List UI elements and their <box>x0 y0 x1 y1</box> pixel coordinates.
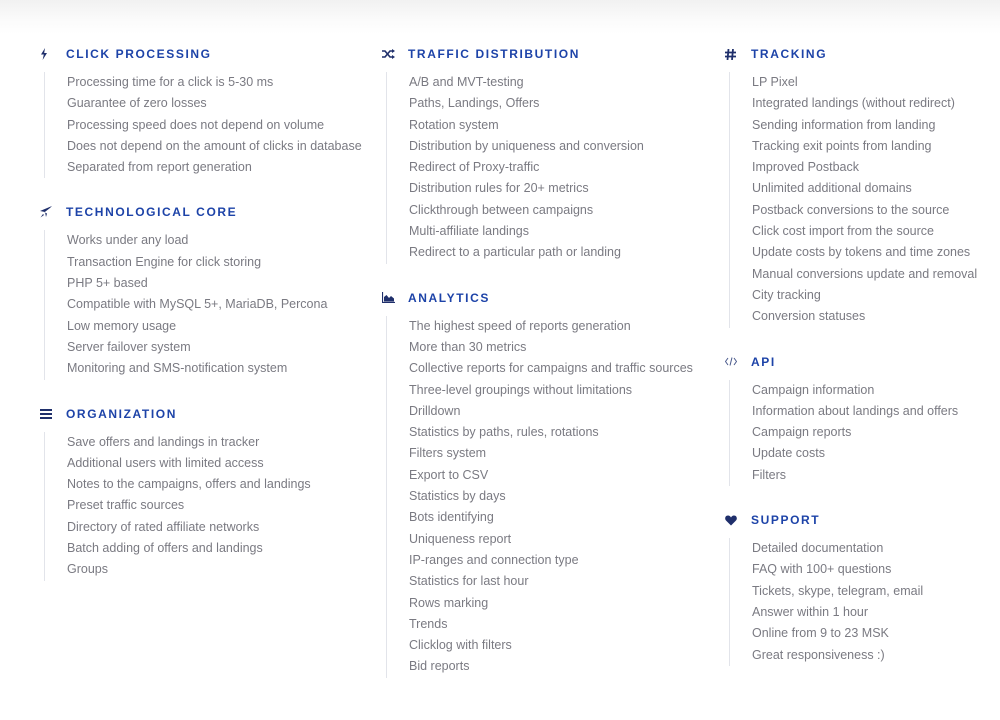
features-column-1 <box>40 44 370 605</box>
list-item: Distribution by uniqueness and conversion <box>409 138 644 153</box>
list-item: Notes to the campaigns, offers and landings <box>67 477 311 492</box>
rocket-icon <box>40 202 66 222</box>
list-item: Postback conversions to the source <box>752 202 950 217</box>
list-item: Paths, Landings, Offers <box>409 96 540 111</box>
list-item: Clickthrough between campaigns <box>409 202 594 217</box>
list-item: Distribution rules for 20+ metrics <box>409 181 589 196</box>
list-item: Bid reports <box>409 659 470 674</box>
section-title: TRAFFIC DISTRIBUTION <box>408 47 580 61</box>
list-item: Rotation system <box>409 117 499 132</box>
list-item: Campaign reports <box>752 425 852 440</box>
list-item: Preset traffic sources <box>67 498 185 513</box>
section-header <box>40 404 370 424</box>
list-item: Update costs by tokens and time zones <box>752 245 971 260</box>
section-technological-core <box>40 202 370 379</box>
list-item: More than 30 metrics <box>409 339 527 354</box>
list-item: Detailed documentation <box>752 541 884 556</box>
section-header <box>725 44 1000 64</box>
section-organization <box>40 404 370 581</box>
feature-list <box>386 72 712 264</box>
list-item: Statistics by days <box>409 489 506 504</box>
list-item: Unlimited additional domains <box>752 181 912 196</box>
list-icon <box>40 404 66 424</box>
list-item: Manual conversions update and removal <box>752 266 978 281</box>
list-item: Multi-affiliate landings <box>409 224 529 239</box>
section-header <box>725 352 1000 372</box>
list-item: Server failover system <box>67 339 191 354</box>
list-item: City tracking <box>752 287 821 302</box>
section-header <box>725 510 1000 530</box>
list-item: Collective reports for campaigns and traffic sources <box>409 361 693 376</box>
list-item: Does not depend on the amount of clicks in database <box>67 138 362 153</box>
feature-list <box>729 380 1000 486</box>
list-item: Filters system <box>409 446 487 461</box>
feature-list <box>386 316 712 678</box>
list-item: Export to CSV <box>409 467 489 482</box>
list-item: Rows marking <box>409 595 489 610</box>
list-item: Uniqueness report <box>409 531 512 546</box>
list-item: Separated from report generation <box>67 160 252 175</box>
list-item: Three-level groupings without limitations <box>409 382 633 397</box>
list-item: PHP 5+ based <box>67 276 148 291</box>
section-title: API <box>751 354 776 369</box>
section-tracking <box>725 44 1000 328</box>
list-item: Monitoring and SMS-notification system <box>67 361 288 376</box>
list-item: Improved Postback <box>752 160 859 175</box>
list-item: IP-ranges and connection type <box>409 552 579 567</box>
section-title: TECHNOLOGICAL CORE <box>66 205 238 220</box>
list-item: Directory of rated affiliate networks <box>67 519 260 534</box>
list-item: LP Pixel <box>752 75 798 89</box>
list-item: Sending information from landing <box>752 117 936 132</box>
list-item: Tickets, skype, telegram, email <box>752 583 924 598</box>
list-item: Processing time for a click is 5-30 ms <box>67 75 274 89</box>
list-item: Additional users with limited access <box>67 455 264 470</box>
section-title: CLICK PROCESSING <box>66 47 212 61</box>
feature-list <box>44 72 370 178</box>
list-item: Statistics for last hour <box>409 574 529 589</box>
list-item: Update costs <box>752 446 825 461</box>
features-column-3 <box>725 44 1000 690</box>
list-item: Tracking exit points from landing <box>752 138 932 153</box>
list-item: Redirect of Proxy-traffic <box>409 160 540 175</box>
list-item: Information about landings and offers <box>752 403 959 418</box>
feature-list <box>729 538 1000 666</box>
list-item: Batch adding of offers and landings <box>67 541 263 556</box>
list-item: Transaction Engine for click storing <box>67 254 262 269</box>
section-header <box>40 202 370 222</box>
section-click-processing <box>40 44 370 178</box>
list-item: Conversion statuses <box>752 309 866 324</box>
list-item: Integrated landings (without redirect) <box>752 96 955 111</box>
section-header <box>40 44 370 64</box>
list-item: Save offers and landings in tracker <box>67 434 260 449</box>
section-header <box>382 288 712 308</box>
section-traffic-distribution <box>382 44 712 264</box>
section-title: SUPPORT <box>751 513 821 528</box>
heart-icon <box>725 510 751 530</box>
feature-list <box>44 230 370 379</box>
section-title: ANALYTICS <box>408 290 490 305</box>
list-item: Campaign information <box>752 382 875 397</box>
list-item: FAQ with 100+ questions <box>752 562 892 577</box>
hash-icon <box>725 44 751 64</box>
section-title: ORGANIZATION <box>66 406 177 421</box>
code-icon <box>725 352 751 372</box>
section-title: TRACKING <box>751 47 828 61</box>
list-item: Drilldown <box>409 403 461 418</box>
section-support <box>725 510 1000 666</box>
list-item: Online from 9 to 23 MSK <box>752 626 889 641</box>
shuffle-icon <box>382 44 408 64</box>
section-api <box>725 352 1000 486</box>
list-item: The highest speed of reports generation <box>409 318 631 333</box>
list-item: Groups <box>67 562 108 577</box>
list-item: Click cost import from the source <box>752 224 934 239</box>
list-item: Great responsiveness :) <box>752 647 885 662</box>
list-item: Compatible with MySQL 5+, MariaDB, Percona <box>67 297 328 312</box>
list-item: Statistics by paths, rules, rotations <box>409 425 599 440</box>
list-item: Filters <box>752 467 787 482</box>
feature-list <box>729 72 1000 328</box>
list-item: Clicklog with filters <box>409 638 512 653</box>
section-header <box>382 44 712 64</box>
list-item: Low memory usage <box>67 318 177 333</box>
area-chart-icon <box>382 288 408 308</box>
features-column-2 <box>382 44 712 702</box>
list-item: Processing speed does not depend on volume <box>67 117 325 132</box>
list-item: Bots identifying <box>409 510 494 525</box>
feature-list <box>44 432 370 581</box>
list-item: Answer within 1 hour <box>752 604 869 619</box>
list-item: A/B and MVT-testing <box>409 75 524 89</box>
list-item: Guarantee of zero losses <box>67 96 207 111</box>
lightning-icon <box>40 44 66 64</box>
list-item: Works under any load <box>67 233 189 248</box>
list-item: Redirect to a particular path or landing <box>409 245 621 260</box>
section-analytics <box>382 288 712 678</box>
list-item: Trends <box>409 616 448 631</box>
